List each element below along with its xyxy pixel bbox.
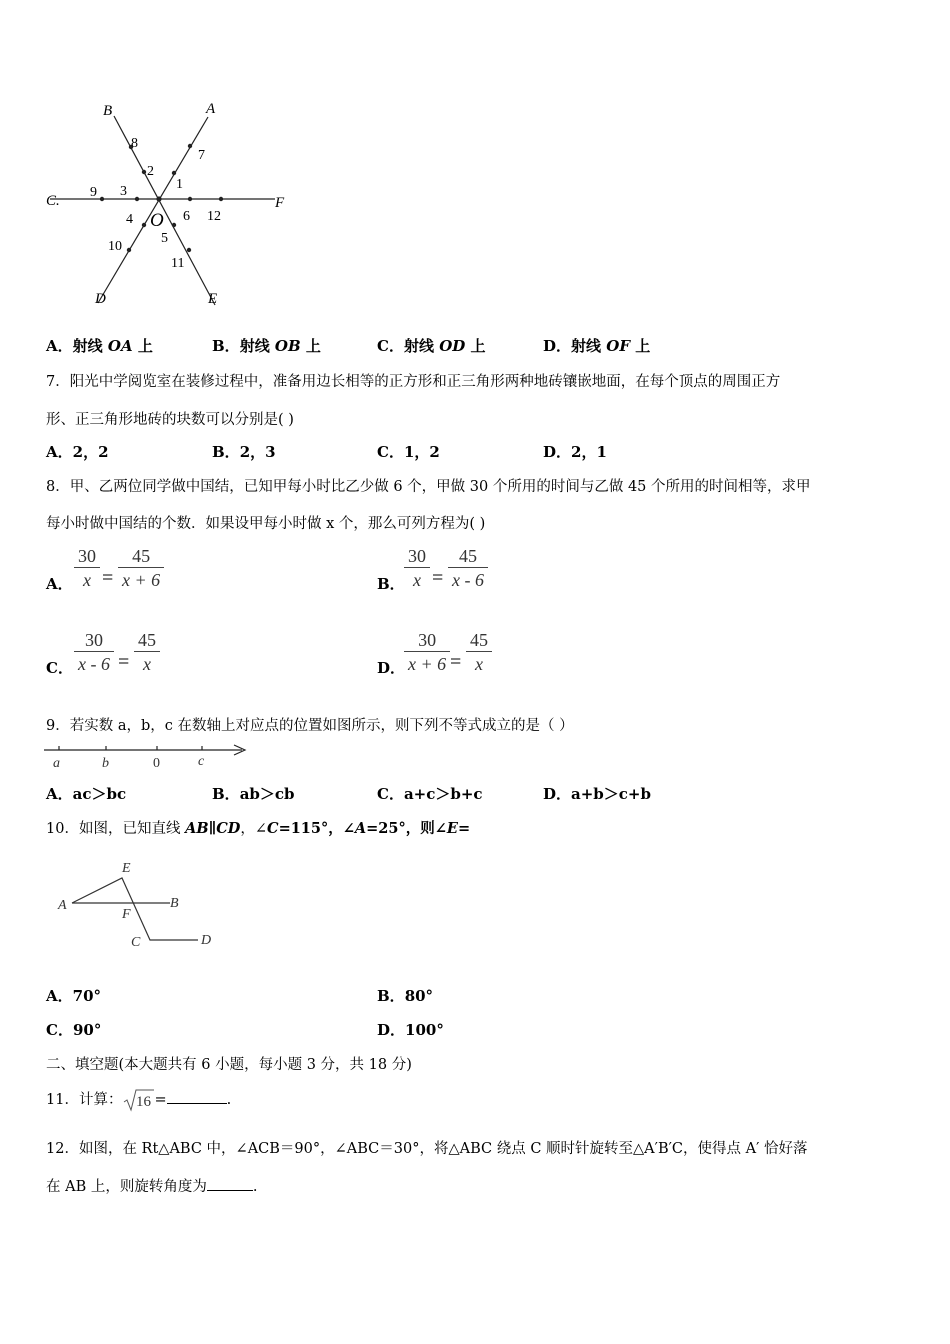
label-c: C. xyxy=(46,193,60,209)
path-aecd xyxy=(72,878,198,940)
point-10 xyxy=(127,248,131,252)
point-o xyxy=(156,196,161,201)
svg-text:9: 9 xyxy=(90,185,97,200)
svg-text:10: 10 xyxy=(108,239,122,254)
rays-figure xyxy=(40,95,300,315)
point-1 xyxy=(172,171,176,175)
q9-option-d[interactable]: D．a+b＞c+b xyxy=(543,785,651,803)
svg-text:6: 6 xyxy=(183,209,190,224)
q12-stem-line1: 12．如图，在 Rt△ABC 中，∠ACB＝90°，∠ABC＝30°，将△ABC 绕点 C 顺时针旋转至△A′B′C，使得点 A′ 恰好落 xyxy=(46,1141,808,1157)
q10-option-b[interactable]: B．80° xyxy=(377,987,434,1005)
q11-stem: 11．计算： 16 = . xyxy=(46,1092,232,1110)
q7-stem-line1: 7．阳光中学阅览室在装修过程中，准备用边长相等的正方形和正三角形两种地砖镶嵌地面，在每个顶点的周围正方 xyxy=(46,374,781,390)
q11-answer-blank[interactable] xyxy=(167,1103,227,1104)
svg-text:8: 8 xyxy=(131,136,138,151)
axis-label-c: c xyxy=(198,754,205,769)
q6-option-d[interactable]: D．射线 OF 上 xyxy=(543,337,651,355)
svg-text:A: A xyxy=(58,898,67,913)
svg-text:B: B xyxy=(170,896,179,911)
svg-text:3: 3 xyxy=(120,184,127,199)
svg-text:12: 12 xyxy=(207,209,221,224)
q6-option-c[interactable]: C．射线 OD 上 xyxy=(377,337,486,355)
q10-option-a[interactable]: A．70° xyxy=(46,987,102,1005)
q7-option-b[interactable]: B．2，3 xyxy=(212,443,276,461)
number-line xyxy=(42,740,252,772)
svg-text:1: 1 xyxy=(176,177,183,192)
point-7 xyxy=(188,144,192,148)
point-6 xyxy=(188,197,192,201)
svg-text:4: 4 xyxy=(126,212,133,227)
q12-stem-line2: 在 AB 上，则旋转角度为 . xyxy=(46,1179,258,1195)
svg-text:C: C xyxy=(131,935,141,950)
svg-text:5: 5 xyxy=(161,231,168,246)
label-o: O xyxy=(150,210,164,231)
svg-text:2: 2 xyxy=(147,164,154,179)
svg-text:11: 11 xyxy=(171,256,185,271)
parallel-lines-figure xyxy=(50,850,230,960)
label-e: E xyxy=(208,291,218,307)
svg-text:D: D xyxy=(201,933,212,948)
q12-answer-blank[interactable] xyxy=(207,1190,253,1191)
q7-option-a[interactable]: A．2，2 xyxy=(46,443,109,461)
q7-option-d[interactable]: D．2，1 xyxy=(543,443,607,461)
point-12 xyxy=(219,197,223,201)
q8-stem-line1: 8．甲、乙两位同学做中国结，已知甲每小时比乙少做 6 个，甲做 30 个所用的时间与乙做 45 个所用的时间相等，求甲 xyxy=(46,479,811,495)
q10-stem: 10．如图，已知直线 AB∥CD，∠C=115°，∠A=25°，则∠E= xyxy=(46,820,471,837)
q9-stem: 9．若实数 a，b，c 在数轴上对应点的位置如图所示，则下列不等式成立的是（ ） xyxy=(46,718,574,734)
svg-text:F: F xyxy=(122,907,131,922)
svg-text:7: 7 xyxy=(198,148,205,163)
axis-label-a: a xyxy=(53,756,60,771)
axis-label-0: 0 xyxy=(153,756,160,771)
label-b: B xyxy=(103,103,113,119)
label-d: D xyxy=(95,291,106,307)
label-f: F xyxy=(275,195,285,211)
point-11 xyxy=(187,248,191,252)
svg-text:16: 16 xyxy=(136,1094,152,1110)
point-3 xyxy=(135,197,139,201)
section-heading: 二、填空题(本大题共有 6 小题，每小题 3 分，共 18 分) xyxy=(46,1057,412,1073)
axis-label-b: b xyxy=(102,756,109,771)
q9-option-b[interactable]: B．ab＞cb xyxy=(212,785,295,803)
q7-option-c[interactable]: C．1，2 xyxy=(377,443,440,461)
q9-option-c[interactable]: C．a+c＞b+c xyxy=(377,785,483,803)
q10-option-c[interactable]: C．90° xyxy=(46,1021,102,1039)
q9-option-a[interactable]: A．ac＞bc xyxy=(46,785,127,803)
label-a: A xyxy=(206,101,216,117)
q8-stem-line2: 每小时做中国结的个数．如果设甲每小时做 x 个，那么可列方程为( ) xyxy=(46,516,486,532)
point-5 xyxy=(172,223,176,227)
point-4 xyxy=(142,223,146,227)
svg-text:E: E xyxy=(122,861,131,876)
q6-option-b[interactable]: B．射线 OB 上 xyxy=(212,337,321,355)
line-be xyxy=(114,116,218,307)
point-9 xyxy=(100,197,104,201)
q7-stem-line2: 形、正三角形地砖的块数可以分别是( ) xyxy=(46,412,294,428)
q10-option-d[interactable]: D．100° xyxy=(377,1021,444,1039)
point-2 xyxy=(142,170,146,174)
q6-option-a[interactable]: A．射线 OA 上 xyxy=(46,337,153,355)
